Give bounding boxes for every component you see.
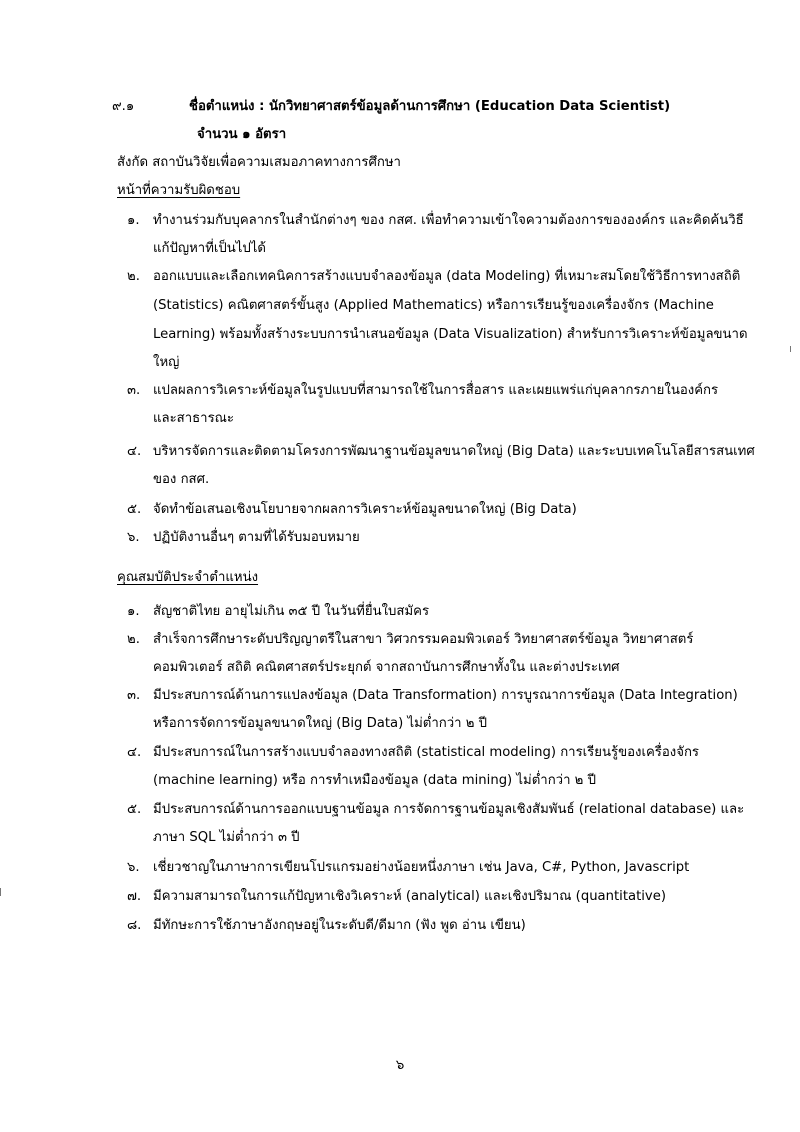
qualification-number: ๔.	[127, 745, 142, 760]
duty-line: จัดทำข้อเสนอเชิงนโยบายจากผลการวิเคราะห์ข้อมูลขนาดใหญ่ (Big Data)	[153, 502, 577, 517]
qualification-line: ภาษา SQL ไม่ต่ำกว่า ๓ ปี	[153, 830, 300, 845]
duty-number: ๒.	[127, 269, 140, 284]
duty-number: ๕.	[127, 502, 142, 517]
qualification-number: ๗.	[127, 889, 142, 904]
scan-speck	[0, 888, 1, 896]
qualification-number: ๘.	[127, 918, 142, 933]
duty-line: ปฏิบัติงานอื่นๆ ตามที่ได้รับมอบหมาย	[153, 530, 360, 545]
duty-number: ๖.	[127, 530, 140, 545]
page-number: ๖	[395, 1057, 405, 1073]
duty-number: ๓.	[127, 383, 141, 398]
qualification-line: สำเร็จการศึกษาระดับปริญญาตรีในสาขา วิศวกรรมคอมพิวเตอร์ วิทยาศาสตร์ข้อมูล วิทยาศาสตร์	[153, 632, 694, 647]
duty-line: ออกแบบและเลือกเทคนิคการสร้างแบบจำลองข้อมูล (data Modeling) ที่เหมาะสมโดยใช้วิธีการทางสถิติ	[153, 269, 741, 284]
section-number: ๙.๑	[112, 99, 135, 114]
qualification-number: ๓.	[127, 688, 141, 703]
qualifications-heading: คุณสมบัติประจำตำแหน่ง	[117, 570, 259, 585]
position-quantity: จำนวน ๑ อัตรา	[197, 127, 287, 142]
duty-line: แก้ปัญหาที่เป็นไปได้	[153, 241, 266, 256]
duty-line: ทำงานร่วมกับบุคลากรในสำนักต่างๆ ของ กสศ. เพื่อทำความเข้าใจความต้องการขององค์กร และคิดค้นวิธี	[153, 213, 744, 228]
position-title: ชื่อตำแหน่ง : นักวิทยาศาสตร์ข้อมูลด้านการศึกษา (Education Data Scientist)	[189, 99, 671, 114]
duty-line: และสาธารณะ	[153, 411, 234, 426]
duty-line: บริหารจัดการและติดตามโครงการพัฒนาฐานข้อมูลขนาดใหญ่ (Big Data) และระบบเทคโนโลยีสารสนเทศ	[153, 444, 755, 459]
qualification-number: ๑.	[127, 604, 140, 619]
duty-line: ของ กสศ.	[153, 472, 210, 487]
qualification-line: หรือการจัดการข้อมูลขนาดใหญ่ (Big Data) ไม่ต่ำกว่า ๒ ปี	[153, 716, 487, 731]
scan-speck	[790, 346, 791, 352]
duties-heading: หน้าที่ความรับผิดชอบ	[117, 183, 241, 198]
qualification-number: ๕.	[127, 802, 142, 817]
duty-number: ๑.	[127, 213, 140, 228]
duty-line: (Statistics) คณิตศาสตร์ขั้นสูง (Applied Mathematics) หรือการเรียนรู้ของเครื่องจักร (Machine	[153, 298, 714, 313]
duty-line: แปลผลการวิเคราะห์ข้อมูลในรูปแบบที่สามารถใช้ในการสื่อสาร และเผยแพร่แก่บุคลากรภายในองค์กร	[153, 383, 719, 398]
duty-line: Learning) พร้อมทั้งสร้างระบบการนำเสนอข้อมูล (Data Visualization) สำหรับการวิเคราะห์ข้อมูลขนาด	[153, 327, 748, 342]
qualification-number: ๖.	[127, 860, 140, 875]
qualification-line: เชี่ยวชาญในภาษาการเขียนโปรแกรมอย่างน้อยหนึ่งภาษา เช่น Java, C#, Python, Javascript	[153, 860, 690, 875]
qualification-line: มีทักษะการใช้ภาษาอังกฤษอยู่ในระดับดี/ดีมาก (ฟัง พูด อ่าน เขียน)	[153, 918, 526, 933]
duty-line: ใหญ่	[153, 355, 180, 370]
qualification-line: มีประสบการณ์ด้านการออกแบบฐานข้อมูล การจัดการฐานข้อมูลเชิงสัมพันธ์ (relational database) และ	[153, 802, 745, 817]
affiliation: สังกัด สถาบันวิจัยเพื่อความเสมอภาคทางการศึกษา	[117, 155, 401, 170]
qualification-line: สัญชาติไทย อายุไม่เกิน ๓๕ ปี ในวันที่ยื่นใบสมัคร	[153, 604, 430, 619]
duty-number: ๔.	[127, 444, 142, 459]
qualification-line: มีประสบการณ์ในการสร้างแบบจำลองทางสถิติ (statistical modeling) การเรียนรู้ของเครื่องจักร	[153, 745, 700, 760]
qualification-line: มีความสามารถในการแก้ปัญหาเชิงวิเคราะห์ (analytical) และเชิงปริมาณ (quantitative)	[153, 889, 666, 904]
qualification-line: มีประสบการณ์ด้านการแปลงข้อมูล (Data Transformation) การบูรณาการข้อมูล (Data Integration)	[153, 688, 738, 703]
qualification-number: ๒.	[127, 632, 140, 647]
qualification-line: (machine learning) หรือ การทำเหมืองข้อมูล (data mining) ไม่ต่ำกว่า ๒ ปี	[153, 773, 596, 788]
qualification-line: คอมพิวเตอร์ สถิติ คณิตศาสตร์ประยุกต์ จากสถาบันการศึกษาทั้งใน และต่างประเทศ	[153, 660, 620, 675]
